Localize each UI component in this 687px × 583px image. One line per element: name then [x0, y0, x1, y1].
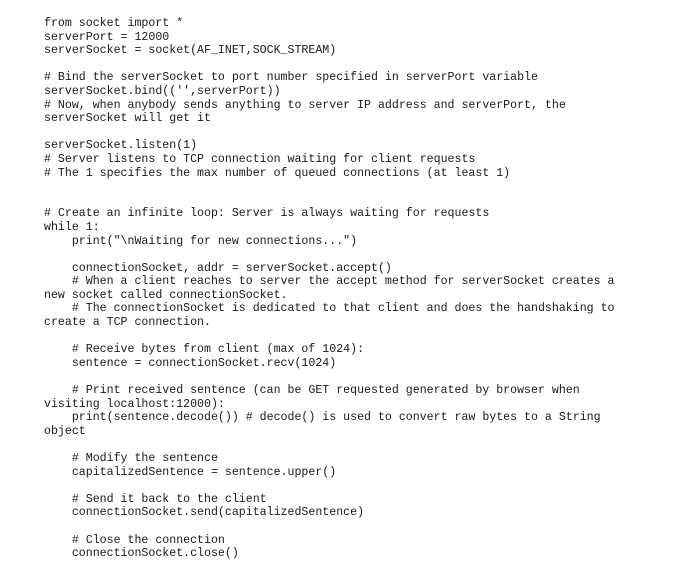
blank-line — [44, 370, 674, 384]
code-line: while 1: — [44, 220, 100, 234]
code-line: # Server listens to TCP connection waiting for client requests — [44, 152, 476, 166]
code-line: serverSocket.bind(('',serverPort)) — [44, 84, 281, 98]
blank-line — [44, 330, 674, 344]
blank-line — [44, 126, 674, 140]
code-line: print(sentence.decode()) # decode() is used to convert raw bytes to a String — [44, 411, 601, 425]
code-line: connectionSocket.send(capitalizedSentence) — [44, 506, 365, 520]
code-line: connectionSocket, addr = serverSocket.accept() — [44, 261, 392, 275]
code-line: object — [44, 424, 86, 438]
code-line: print("\nWaiting for new connections...") — [44, 234, 358, 248]
code-line: # Send it back to the client — [44, 492, 267, 506]
code-line: sentence = connectionSocket.recv(1024) — [44, 356, 337, 370]
blank-line — [44, 180, 674, 194]
code-line: # Receive bytes from client (max of 1024): — [44, 343, 365, 357]
code-line: serverSocket = socket(AF_INET,SOCK_STREAM) — [44, 44, 337, 58]
code-line: serverSocket will get it — [44, 112, 211, 126]
code-line: # Close the connection — [44, 533, 225, 547]
code-line: # Bind the serverSocket to port number specified in serverPort variable — [44, 71, 538, 85]
code-line: # Now, when anybody sends anything to server IP address and serverPort, the — [44, 98, 566, 112]
code-line: # The 1 specifies the max number of queued connections (at least 1) — [44, 166, 511, 180]
code-line: # Print received sentence (can be GET requested generated by browser when — [44, 384, 580, 398]
code-line: # Modify the sentence — [44, 452, 218, 465]
code-line: # Create an infinite loop: Server is always waiting for requests — [44, 207, 490, 221]
blank-line — [44, 58, 674, 72]
blank-line — [44, 194, 674, 208]
code-line: serverPort = 12000 — [44, 30, 170, 44]
blank-line — [44, 520, 674, 534]
code-line: create a TCP connection. — [44, 316, 211, 330]
code-line: from socket import * — [44, 17, 184, 30]
code-line: new socket called connectionSocket. — [44, 288, 288, 302]
code-line: connectionSocket.close() — [44, 547, 239, 561]
code-view — [44, 17, 674, 561]
code-line: capitalizedSentence = sentence.upper() — [44, 465, 337, 479]
blank-line — [44, 248, 674, 262]
code-line: visiting localhost:12000): — [44, 397, 225, 411]
code-line: # The connectionSocket is dedicated to that client and does the handshaking to — [44, 302, 615, 316]
blank-line — [44, 479, 674, 493]
code-line: # When a client reaches to server the accept method for serverSocket creates a — [44, 275, 615, 289]
code-line: serverSocket.listen(1) — [44, 139, 198, 153]
blank-line — [44, 438, 674, 452]
